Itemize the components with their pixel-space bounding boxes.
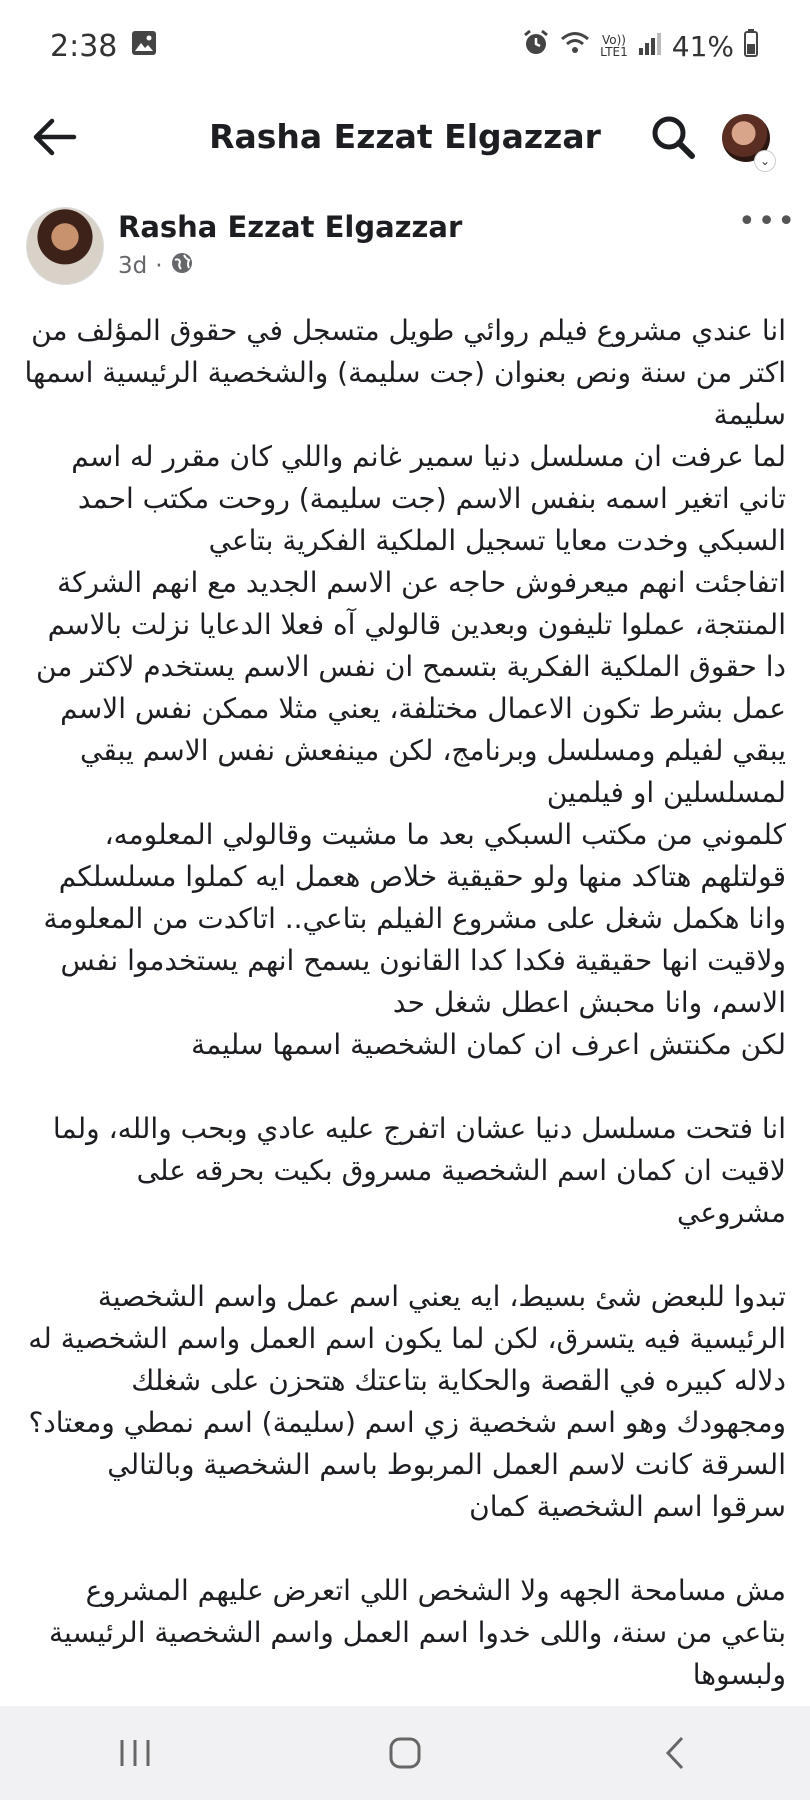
post-paragraph: مش مسامحة الجهه ولا الشخص اللي اتعرض عليهم المشروع بتاعي من سنة، واللى خدوا اسم العمل واسم الشخصية الرئيسية ولبسوها	[49, 1574, 786, 1691]
home-button[interactable]	[375, 1723, 435, 1783]
chevron-down-icon: ⌄	[754, 150, 776, 172]
wifi-icon	[560, 30, 590, 63]
post-paragraph: اتفاجئت انهم ميعرفوش حاجه عن الاسم الجديد مع انهم الشركة المنتجة، عملوا تليفون وبعدين قالولي آه فعلا الدعايا نزلت بالاسم دا حقوق الملكية الفكرية بتسمح ان نفس الاسم يستخدم لاكتر من عمل بشرط تكون الاعمال مختلفة، يعني مثلا ممكن نفس الاسم يبقي لفيلم ومسلسل وبرنامج، لكن مينفعش نفس الاسم يبقي لمسلسلين او فيلمين	[36, 566, 786, 809]
status-bar	[0, 0, 810, 92]
status-left	[50, 29, 157, 64]
paragraph-gap	[24, 1234, 786, 1276]
back-chevron-icon	[660, 1735, 690, 1771]
volte-indicator	[600, 34, 628, 58]
top-app-bar	[0, 92, 810, 182]
more-options-button[interactable]: •••	[738, 204, 798, 239]
post-time[interactable]: 3d	[118, 253, 148, 279]
battery-icon	[744, 29, 758, 64]
recent-apps-button[interactable]	[105, 1723, 165, 1783]
battery-percent: 41%	[671, 29, 734, 63]
author-avatar[interactable]	[26, 207, 104, 285]
page-title: Rasha Ezzat Elgazzar	[209, 117, 601, 156]
search-button[interactable]	[650, 114, 696, 160]
post-paragraph: تبدوا للبعض شئ بسيط، ايه يعني اسم عمل واسم الشخصية الرئيسية فيه يتسرق، لكن لما يكون اسم العمل واسم الشخصية له دلاله كبيره في القصة والحكاية بتاعتك هتحزن على شغلك ومجهودك وهو اسم شخصية زي اسم (سليمة) اسم نمطي ومعتاد؟	[28, 1280, 786, 1439]
author-name[interactable]: Rasha Ezzat Elgazzar	[118, 210, 463, 244]
post-paragraph: كلموني من مكتب السبكي بعد ما مشيت وقالولي المعلومه، قولتلهم هتاكد منها ولو حقيقية خلاص هعمل ايه كملوا مسلسلكم وانا هكمل شغل على مشروع الفيلم بتاعي.. اتاكدت من المعلومة ولاقيت انها حقيقية فكدا كدا القانون يسمح انهم يستخدموا نفس الاسم، وانا محبش اعطل شغل حد	[43, 818, 786, 1019]
gallery-notification-icon	[131, 29, 157, 64]
search-icon	[650, 114, 696, 160]
post-text	[24, 310, 786, 1696]
paragraph-gap	[24, 1528, 786, 1570]
volte-top: Vo))	[601, 33, 626, 47]
system-navigation-bar	[0, 1706, 810, 1800]
clock: 2:38	[50, 28, 118, 64]
recent-apps-icon	[117, 1737, 153, 1769]
post-paragraph: انا فتحت مسلسل دنيا عشان اتفرج عليه عادي وبحب والله، ولما لاقيت ان كمان اسم الشخصية مسروق بكيت بحرقه على مشروعي	[52, 1112, 786, 1229]
post-paragraph: السرقة كانت لاسم العمل المربوط باسم الشخصية وبالتالي سرقوا اسم الشخصية كمان	[107, 1448, 786, 1523]
status-right	[522, 29, 758, 64]
post-header	[0, 202, 810, 292]
meta-separator: ·	[155, 253, 163, 279]
post-meta	[118, 252, 193, 280]
alarm-icon	[522, 29, 550, 64]
post-paragraph: لما عرفت ان مسلسل دنيا سمير غانم واللي كان مقرر له اسم تاني اتغير اسمه بنفس الاسم (جت سليمة) روحت مكتب احمد السبكي وخدت معايا تسجيل الملكية الفكرية بتاعي	[71, 440, 786, 557]
paragraph-gap	[24, 1066, 786, 1108]
post-paragraph: لكن مكنتش اعرف ان كمان الشخصية اسمها سليمة	[191, 1028, 786, 1061]
volte-bottom: LTE1	[600, 45, 628, 59]
back-nav-button[interactable]	[645, 1723, 705, 1783]
post-paragraph: انا عندي مشروع فيلم روائي طويل متسجل في حقوق المؤلف من اكتر من سنة ونص بعنوان (جت سليمة) والشخصية الرئيسية اسمها سليمة	[24, 314, 786, 431]
signal-icon	[638, 30, 662, 63]
globe-icon	[171, 252, 193, 280]
home-icon	[387, 1735, 423, 1771]
